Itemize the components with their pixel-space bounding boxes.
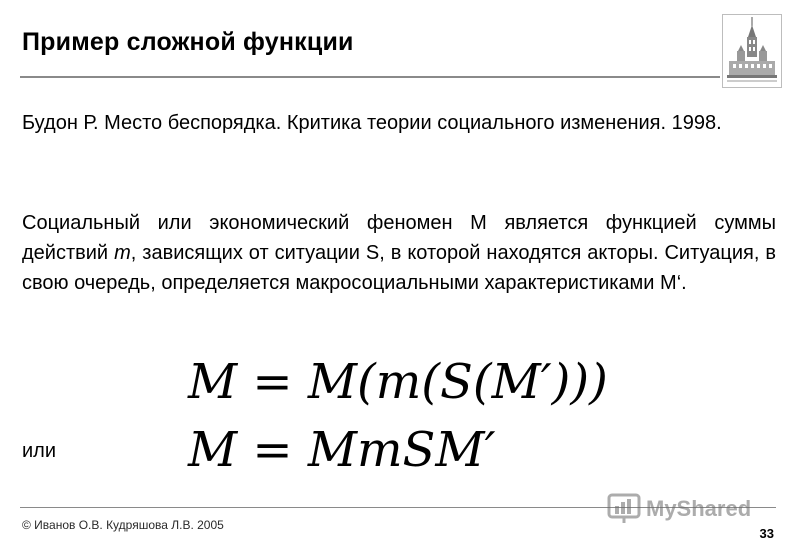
description-paragraph xyxy=(22,208,776,298)
copyright-text: © Иванов О.В. Кудряшова Л.В. 2005 xyxy=(22,518,224,532)
slide-title: Пример сложной функции xyxy=(22,28,354,56)
title-divider xyxy=(20,76,720,78)
connector-word: или xyxy=(22,440,57,462)
citation-paragraph: Будон Р. Место беспорядка. Критика теории социального изменения. 1998. xyxy=(22,112,722,134)
university-building-icon xyxy=(722,14,782,88)
description-text-start: Социальный или экономический феномен M является функцией суммы действий xyxy=(22,212,776,264)
watermark-logo xyxy=(606,490,766,526)
description-text-end: , зависящих от ситуации S, в которой находятся акторы. Ситуация, в свою очередь, определяется макросоциальными характеристиками M‘. xyxy=(22,242,776,294)
presentation-screen-icon xyxy=(606,490,766,526)
formula-compact: M = MmSM′ xyxy=(188,422,496,478)
page-number: 33 xyxy=(759,526,774,541)
watermark-text: MyShared xyxy=(646,496,752,521)
description-variable-m: m xyxy=(114,242,131,264)
formula-nested: M = M(m(S(M′))) xyxy=(188,354,608,410)
